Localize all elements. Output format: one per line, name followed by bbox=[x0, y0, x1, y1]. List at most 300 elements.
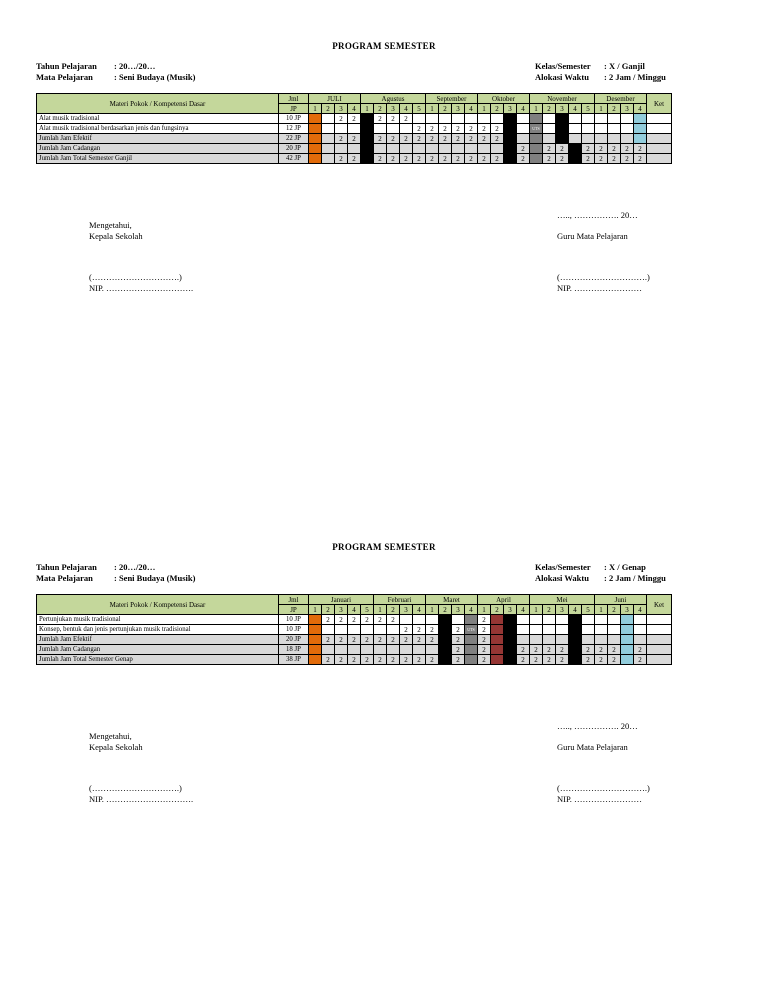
jp-cell: 20 JP bbox=[279, 635, 309, 645]
week-cell: 2 bbox=[335, 114, 348, 124]
table-row bbox=[37, 645, 672, 655]
ket-cell bbox=[647, 645, 672, 655]
week-cell: 2 bbox=[348, 134, 361, 144]
week-cell bbox=[543, 635, 556, 645]
week-cell bbox=[517, 114, 530, 124]
week-cell bbox=[621, 134, 634, 144]
mapel-label: Mata Pelajaran bbox=[36, 573, 93, 583]
kelas-value: : X / Ganjil bbox=[604, 61, 645, 71]
jp-cell: 20 JP bbox=[279, 144, 309, 154]
week-cell bbox=[556, 635, 569, 645]
week-number: 4 bbox=[634, 104, 647, 114]
week-cell bbox=[543, 134, 556, 144]
week-cell: 2 bbox=[465, 154, 478, 164]
meta-right-2 bbox=[535, 562, 666, 584]
week-cell: 2 bbox=[634, 645, 647, 655]
week-cell bbox=[569, 124, 582, 134]
week-number: 1 bbox=[530, 605, 543, 615]
week-cell bbox=[322, 124, 335, 134]
week-cell bbox=[439, 625, 452, 635]
week-cell: 2 bbox=[387, 655, 400, 665]
week-number: 3 bbox=[556, 605, 569, 615]
guru-label: Guru Mata Pelajaran bbox=[557, 742, 628, 752]
ket-cell bbox=[647, 615, 672, 625]
week-cell bbox=[608, 615, 621, 625]
week-cell bbox=[491, 635, 504, 645]
nip-left: NIP. …………………………. bbox=[89, 283, 194, 293]
month-header: Juni bbox=[595, 595, 647, 605]
week-cell bbox=[491, 645, 504, 655]
jp-cell: 10 JP bbox=[279, 615, 309, 625]
meta-left-2 bbox=[36, 562, 195, 584]
week-cell bbox=[309, 144, 322, 154]
week-cell: 2 bbox=[426, 635, 439, 645]
week-cell bbox=[517, 134, 530, 144]
jml-header: Jml bbox=[279, 94, 309, 104]
week-cell bbox=[582, 124, 595, 134]
week-cell: 2 bbox=[426, 124, 439, 134]
week-number: 3 bbox=[335, 605, 348, 615]
week-cell: 2 bbox=[387, 615, 400, 625]
week-cell bbox=[361, 144, 374, 154]
week-cell bbox=[556, 114, 569, 124]
week-cell bbox=[439, 615, 452, 625]
week-cell: 2 bbox=[348, 615, 361, 625]
week-cell bbox=[491, 625, 504, 635]
week-cell bbox=[556, 625, 569, 635]
month-header: Mei bbox=[530, 595, 595, 605]
table-row bbox=[37, 134, 672, 144]
week-cell: UTS bbox=[530, 124, 543, 134]
week-cell: 2 bbox=[439, 154, 452, 164]
mengetahui-label: Mengetahui, bbox=[89, 731, 132, 741]
week-cell bbox=[322, 625, 335, 635]
week-cell bbox=[569, 144, 582, 154]
materi-cell: Jumlah Jam Efektif bbox=[37, 134, 279, 144]
week-cell bbox=[543, 114, 556, 124]
week-number: 1 bbox=[478, 104, 491, 114]
week-cell bbox=[543, 625, 556, 635]
week-cell: 2 bbox=[478, 124, 491, 134]
week-number: 1 bbox=[426, 104, 439, 114]
week-cell: 2 bbox=[348, 655, 361, 665]
week-cell bbox=[556, 134, 569, 144]
week-cell bbox=[452, 144, 465, 154]
week-cell: 2 bbox=[426, 625, 439, 635]
nip-right: NIP. …………………… bbox=[557, 283, 643, 293]
week-cell bbox=[452, 615, 465, 625]
kelas-label: Kelas/Semester bbox=[535, 562, 591, 572]
month-header: Desember bbox=[595, 94, 647, 104]
week-cell bbox=[504, 134, 517, 144]
month-header: Agustus bbox=[361, 94, 426, 104]
week-cell bbox=[595, 114, 608, 124]
week-number: 2 bbox=[543, 104, 556, 114]
sign-left: (………………………….) bbox=[89, 783, 182, 793]
week-cell: 2 bbox=[608, 655, 621, 665]
week-cell bbox=[387, 124, 400, 134]
week-number: 1 bbox=[595, 605, 608, 615]
week-cell bbox=[595, 625, 608, 635]
week-cell bbox=[530, 635, 543, 645]
jml-header: Jml bbox=[279, 595, 309, 605]
week-cell: 2 bbox=[478, 134, 491, 144]
week-number: 3 bbox=[387, 104, 400, 114]
table-row bbox=[37, 114, 672, 124]
date-line: ….., ……………. 20… bbox=[557, 721, 638, 731]
week-cell bbox=[400, 645, 413, 655]
week-cell bbox=[595, 134, 608, 144]
week-cell bbox=[387, 144, 400, 154]
week-cell: 2 bbox=[530, 645, 543, 655]
week-cell bbox=[504, 645, 517, 655]
week-cell: 2 bbox=[374, 655, 387, 665]
week-cell: 2 bbox=[387, 635, 400, 645]
week-cell bbox=[465, 144, 478, 154]
week-cell bbox=[491, 615, 504, 625]
week-cell bbox=[569, 615, 582, 625]
materi-cell: Konsep, bentuk dan jenis pertunjukan musik tradisional bbox=[37, 625, 279, 635]
week-cell: 2 bbox=[543, 144, 556, 154]
week-cell bbox=[335, 144, 348, 154]
week-cell bbox=[400, 124, 413, 134]
tahun-label: Tahun Pelajaran bbox=[36, 562, 97, 572]
week-cell bbox=[309, 655, 322, 665]
week-cell: 2 bbox=[621, 154, 634, 164]
week-cell bbox=[595, 615, 608, 625]
table-row bbox=[37, 154, 672, 164]
week-cell: 2 bbox=[439, 124, 452, 134]
week-cell bbox=[569, 655, 582, 665]
week-cell: 2 bbox=[556, 144, 569, 154]
week-cell bbox=[530, 134, 543, 144]
page-title-2: PROGRAM SEMESTER bbox=[332, 542, 436, 552]
week-cell: 2 bbox=[491, 154, 504, 164]
week-cell: 2 bbox=[400, 154, 413, 164]
week-cell bbox=[361, 645, 374, 655]
week-cell: 2 bbox=[478, 645, 491, 655]
kelas-label: Kelas/Semester bbox=[535, 61, 591, 71]
week-cell bbox=[621, 124, 634, 134]
week-cell bbox=[595, 635, 608, 645]
materi-cell: Alat musik tradisional berdasarkan jenis dan fungsinya bbox=[37, 124, 279, 134]
table-row bbox=[37, 124, 672, 134]
week-cell bbox=[569, 114, 582, 124]
week-cell bbox=[569, 625, 582, 635]
materi-cell: Pertunjukan musik tradisional bbox=[37, 615, 279, 625]
week-cell bbox=[374, 144, 387, 154]
week-cell bbox=[387, 645, 400, 655]
week-cell bbox=[426, 114, 439, 124]
jp-cell: 10 JP bbox=[279, 114, 309, 124]
week-cell: 2 bbox=[413, 134, 426, 144]
month-header: JULI bbox=[309, 94, 361, 104]
week-cell: 2 bbox=[556, 154, 569, 164]
week-number: 2 bbox=[322, 104, 335, 114]
sign-left: (………………………….) bbox=[89, 272, 182, 282]
week-cell bbox=[413, 144, 426, 154]
week-cell bbox=[439, 114, 452, 124]
sign-right: (………………………….) bbox=[557, 783, 650, 793]
week-cell: 2 bbox=[478, 625, 491, 635]
week-cell bbox=[413, 645, 426, 655]
week-cell bbox=[335, 625, 348, 635]
week-cell bbox=[309, 124, 322, 134]
month-header: Februari bbox=[374, 595, 426, 605]
week-cell: 2 bbox=[595, 645, 608, 655]
week-cell: 2 bbox=[452, 134, 465, 144]
week-cell bbox=[322, 114, 335, 124]
week-number: 1 bbox=[309, 605, 322, 615]
week-cell: 2 bbox=[478, 154, 491, 164]
week-cell: 2 bbox=[465, 134, 478, 144]
ket-cell bbox=[647, 655, 672, 665]
tahun-label: Tahun Pelajaran bbox=[36, 61, 97, 71]
week-number: 2 bbox=[387, 605, 400, 615]
week-cell bbox=[504, 655, 517, 665]
week-cell: 2 bbox=[452, 645, 465, 655]
week-cell bbox=[374, 645, 387, 655]
meta-right bbox=[535, 61, 666, 83]
week-cell: 2 bbox=[478, 655, 491, 665]
week-number: 1 bbox=[374, 605, 387, 615]
week-number: 1 bbox=[309, 104, 322, 114]
week-cell: 2 bbox=[400, 655, 413, 665]
week-cell bbox=[361, 124, 374, 134]
week-cell bbox=[608, 635, 621, 645]
week-cell bbox=[504, 615, 517, 625]
week-cell: 2 bbox=[426, 134, 439, 144]
week-cell bbox=[465, 635, 478, 645]
month-header: Maret bbox=[426, 595, 478, 605]
ket-header: Ket bbox=[647, 94, 672, 114]
week-cell: UTS bbox=[465, 625, 478, 635]
week-number: 1 bbox=[426, 605, 439, 615]
week-cell bbox=[621, 625, 634, 635]
materi-header: Materi Pokok / Kompetensi Dasar bbox=[37, 595, 279, 615]
week-cell: 2 bbox=[426, 154, 439, 164]
week-cell: 2 bbox=[608, 645, 621, 655]
week-cell bbox=[426, 645, 439, 655]
jp-cell: 10 JP bbox=[279, 625, 309, 635]
month-header: Oktober bbox=[478, 94, 530, 104]
program-table-ganjil bbox=[36, 93, 672, 164]
week-cell bbox=[426, 144, 439, 154]
week-cell bbox=[348, 625, 361, 635]
nip-left: NIP. …………………………. bbox=[89, 794, 194, 804]
week-cell: 2 bbox=[517, 144, 530, 154]
week-cell: 2 bbox=[530, 655, 543, 665]
week-cell: 2 bbox=[374, 635, 387, 645]
table-row bbox=[37, 655, 672, 665]
week-cell: 2 bbox=[413, 635, 426, 645]
week-cell bbox=[504, 635, 517, 645]
week-cell bbox=[309, 625, 322, 635]
week-cell: 2 bbox=[582, 655, 595, 665]
week-cell: 2 bbox=[452, 625, 465, 635]
week-cell bbox=[309, 114, 322, 124]
week-cell bbox=[400, 615, 413, 625]
week-cell bbox=[608, 124, 621, 134]
week-number: 2 bbox=[491, 605, 504, 615]
week-cell: 2 bbox=[322, 655, 335, 665]
week-cell bbox=[634, 615, 647, 625]
week-cell: 2 bbox=[543, 645, 556, 655]
week-cell: 2 bbox=[361, 615, 374, 625]
week-cell bbox=[439, 655, 452, 665]
week-cell: 2 bbox=[452, 635, 465, 645]
week-number: 1 bbox=[530, 104, 543, 114]
week-cell bbox=[348, 124, 361, 134]
week-cell: 2 bbox=[439, 134, 452, 144]
week-number: 3 bbox=[621, 104, 634, 114]
week-number: 4 bbox=[634, 605, 647, 615]
week-cell bbox=[530, 114, 543, 124]
week-cell: 2 bbox=[478, 635, 491, 645]
week-cell bbox=[439, 635, 452, 645]
week-cell bbox=[608, 114, 621, 124]
table-row bbox=[37, 635, 672, 645]
week-cell: 2 bbox=[543, 655, 556, 665]
week-number: 3 bbox=[504, 605, 517, 615]
week-cell bbox=[465, 655, 478, 665]
alokasi-value: : 2 Jam / Minggu bbox=[604, 72, 666, 82]
week-cell: 2 bbox=[634, 154, 647, 164]
week-cell bbox=[569, 645, 582, 655]
week-cell bbox=[517, 625, 530, 635]
week-cell bbox=[621, 645, 634, 655]
week-cell: 2 bbox=[452, 124, 465, 134]
week-cell bbox=[491, 114, 504, 124]
week-number: 1 bbox=[478, 605, 491, 615]
week-cell bbox=[582, 114, 595, 124]
week-cell bbox=[634, 114, 647, 124]
materi-cell: Jumlah Jam Total Semester Genap bbox=[37, 655, 279, 665]
jp-cell: 38 JP bbox=[279, 655, 309, 665]
week-cell bbox=[309, 615, 322, 625]
week-cell bbox=[556, 124, 569, 134]
week-cell: 2 bbox=[595, 655, 608, 665]
week-cell: 2 bbox=[348, 154, 361, 164]
week-cell bbox=[608, 134, 621, 144]
table-row bbox=[37, 144, 672, 154]
week-cell: 2 bbox=[400, 114, 413, 124]
week-cell: 2 bbox=[361, 655, 374, 665]
week-cell: 2 bbox=[413, 124, 426, 134]
week-cell: 2 bbox=[335, 615, 348, 625]
ket-header: Ket bbox=[647, 595, 672, 615]
week-cell: 2 bbox=[452, 655, 465, 665]
week-cell bbox=[361, 154, 374, 164]
meta-left bbox=[36, 61, 195, 83]
materi-cell: Jumlah Jam Total Semester Ganjil bbox=[37, 154, 279, 164]
week-cell bbox=[634, 625, 647, 635]
week-number: 3 bbox=[504, 104, 517, 114]
week-cell bbox=[504, 154, 517, 164]
week-number: 4 bbox=[569, 605, 582, 615]
week-cell bbox=[582, 615, 595, 625]
week-number: 4 bbox=[348, 104, 361, 114]
week-cell: 2 bbox=[413, 655, 426, 665]
week-cell bbox=[595, 124, 608, 134]
week-cell bbox=[608, 625, 621, 635]
week-cell bbox=[491, 655, 504, 665]
week-number: 4 bbox=[465, 605, 478, 615]
week-cell bbox=[530, 615, 543, 625]
alokasi-label: Alokasi Waktu bbox=[535, 573, 589, 583]
week-number: 2 bbox=[543, 605, 556, 615]
week-cell bbox=[322, 645, 335, 655]
week-cell: 2 bbox=[582, 645, 595, 655]
ket-cell bbox=[647, 635, 672, 645]
week-cell bbox=[413, 114, 426, 124]
week-number: 5 bbox=[413, 104, 426, 114]
week-cell: 2 bbox=[400, 635, 413, 645]
program-table-genap bbox=[36, 594, 672, 665]
week-cell bbox=[465, 645, 478, 655]
week-number: 1 bbox=[595, 104, 608, 114]
week-cell bbox=[361, 134, 374, 144]
week-number: 4 bbox=[569, 104, 582, 114]
week-number: 4 bbox=[348, 605, 361, 615]
week-cell: 2 bbox=[556, 655, 569, 665]
week-number: 3 bbox=[452, 605, 465, 615]
kelas-value: : X / Genap bbox=[604, 562, 646, 572]
week-cell bbox=[309, 154, 322, 164]
week-cell bbox=[322, 144, 335, 154]
week-cell: 2 bbox=[348, 114, 361, 124]
week-cell bbox=[530, 625, 543, 635]
date-line: ….., ……………. 20… bbox=[557, 210, 638, 220]
week-cell: 2 bbox=[361, 635, 374, 645]
week-cell: 2 bbox=[413, 154, 426, 164]
week-cell: 2 bbox=[387, 154, 400, 164]
materi-cell: Jumlah Jam Efektif bbox=[37, 635, 279, 645]
week-number: 4 bbox=[517, 104, 530, 114]
week-number: 5 bbox=[361, 605, 374, 615]
ket-cell bbox=[647, 124, 672, 134]
week-number: 3 bbox=[400, 605, 413, 615]
week-number: 2 bbox=[608, 605, 621, 615]
week-cell: 2 bbox=[582, 144, 595, 154]
jp-cell: 42 JP bbox=[279, 154, 309, 164]
week-cell bbox=[309, 134, 322, 144]
week-cell bbox=[426, 615, 439, 625]
week-cell bbox=[335, 124, 348, 134]
week-cell bbox=[322, 134, 335, 144]
ket-cell bbox=[647, 134, 672, 144]
week-cell bbox=[569, 134, 582, 144]
week-cell bbox=[582, 625, 595, 635]
week-cell bbox=[504, 625, 517, 635]
week-cell: 2 bbox=[543, 154, 556, 164]
sign-right: (………………………….) bbox=[557, 272, 650, 282]
week-number: 1 bbox=[361, 104, 374, 114]
week-cell: 2 bbox=[400, 134, 413, 144]
ket-cell bbox=[647, 114, 672, 124]
materi-cell: Jumlah Jam Cadangan bbox=[37, 645, 279, 655]
week-number: 4 bbox=[465, 104, 478, 114]
week-cell: 2 bbox=[517, 645, 530, 655]
week-cell bbox=[374, 124, 387, 134]
week-cell bbox=[530, 154, 543, 164]
week-cell: 2 bbox=[491, 134, 504, 144]
week-cell: 2 bbox=[335, 655, 348, 665]
week-cell bbox=[465, 615, 478, 625]
week-cell bbox=[569, 635, 582, 645]
week-cell: 2 bbox=[556, 645, 569, 655]
week-cell: 2 bbox=[608, 154, 621, 164]
